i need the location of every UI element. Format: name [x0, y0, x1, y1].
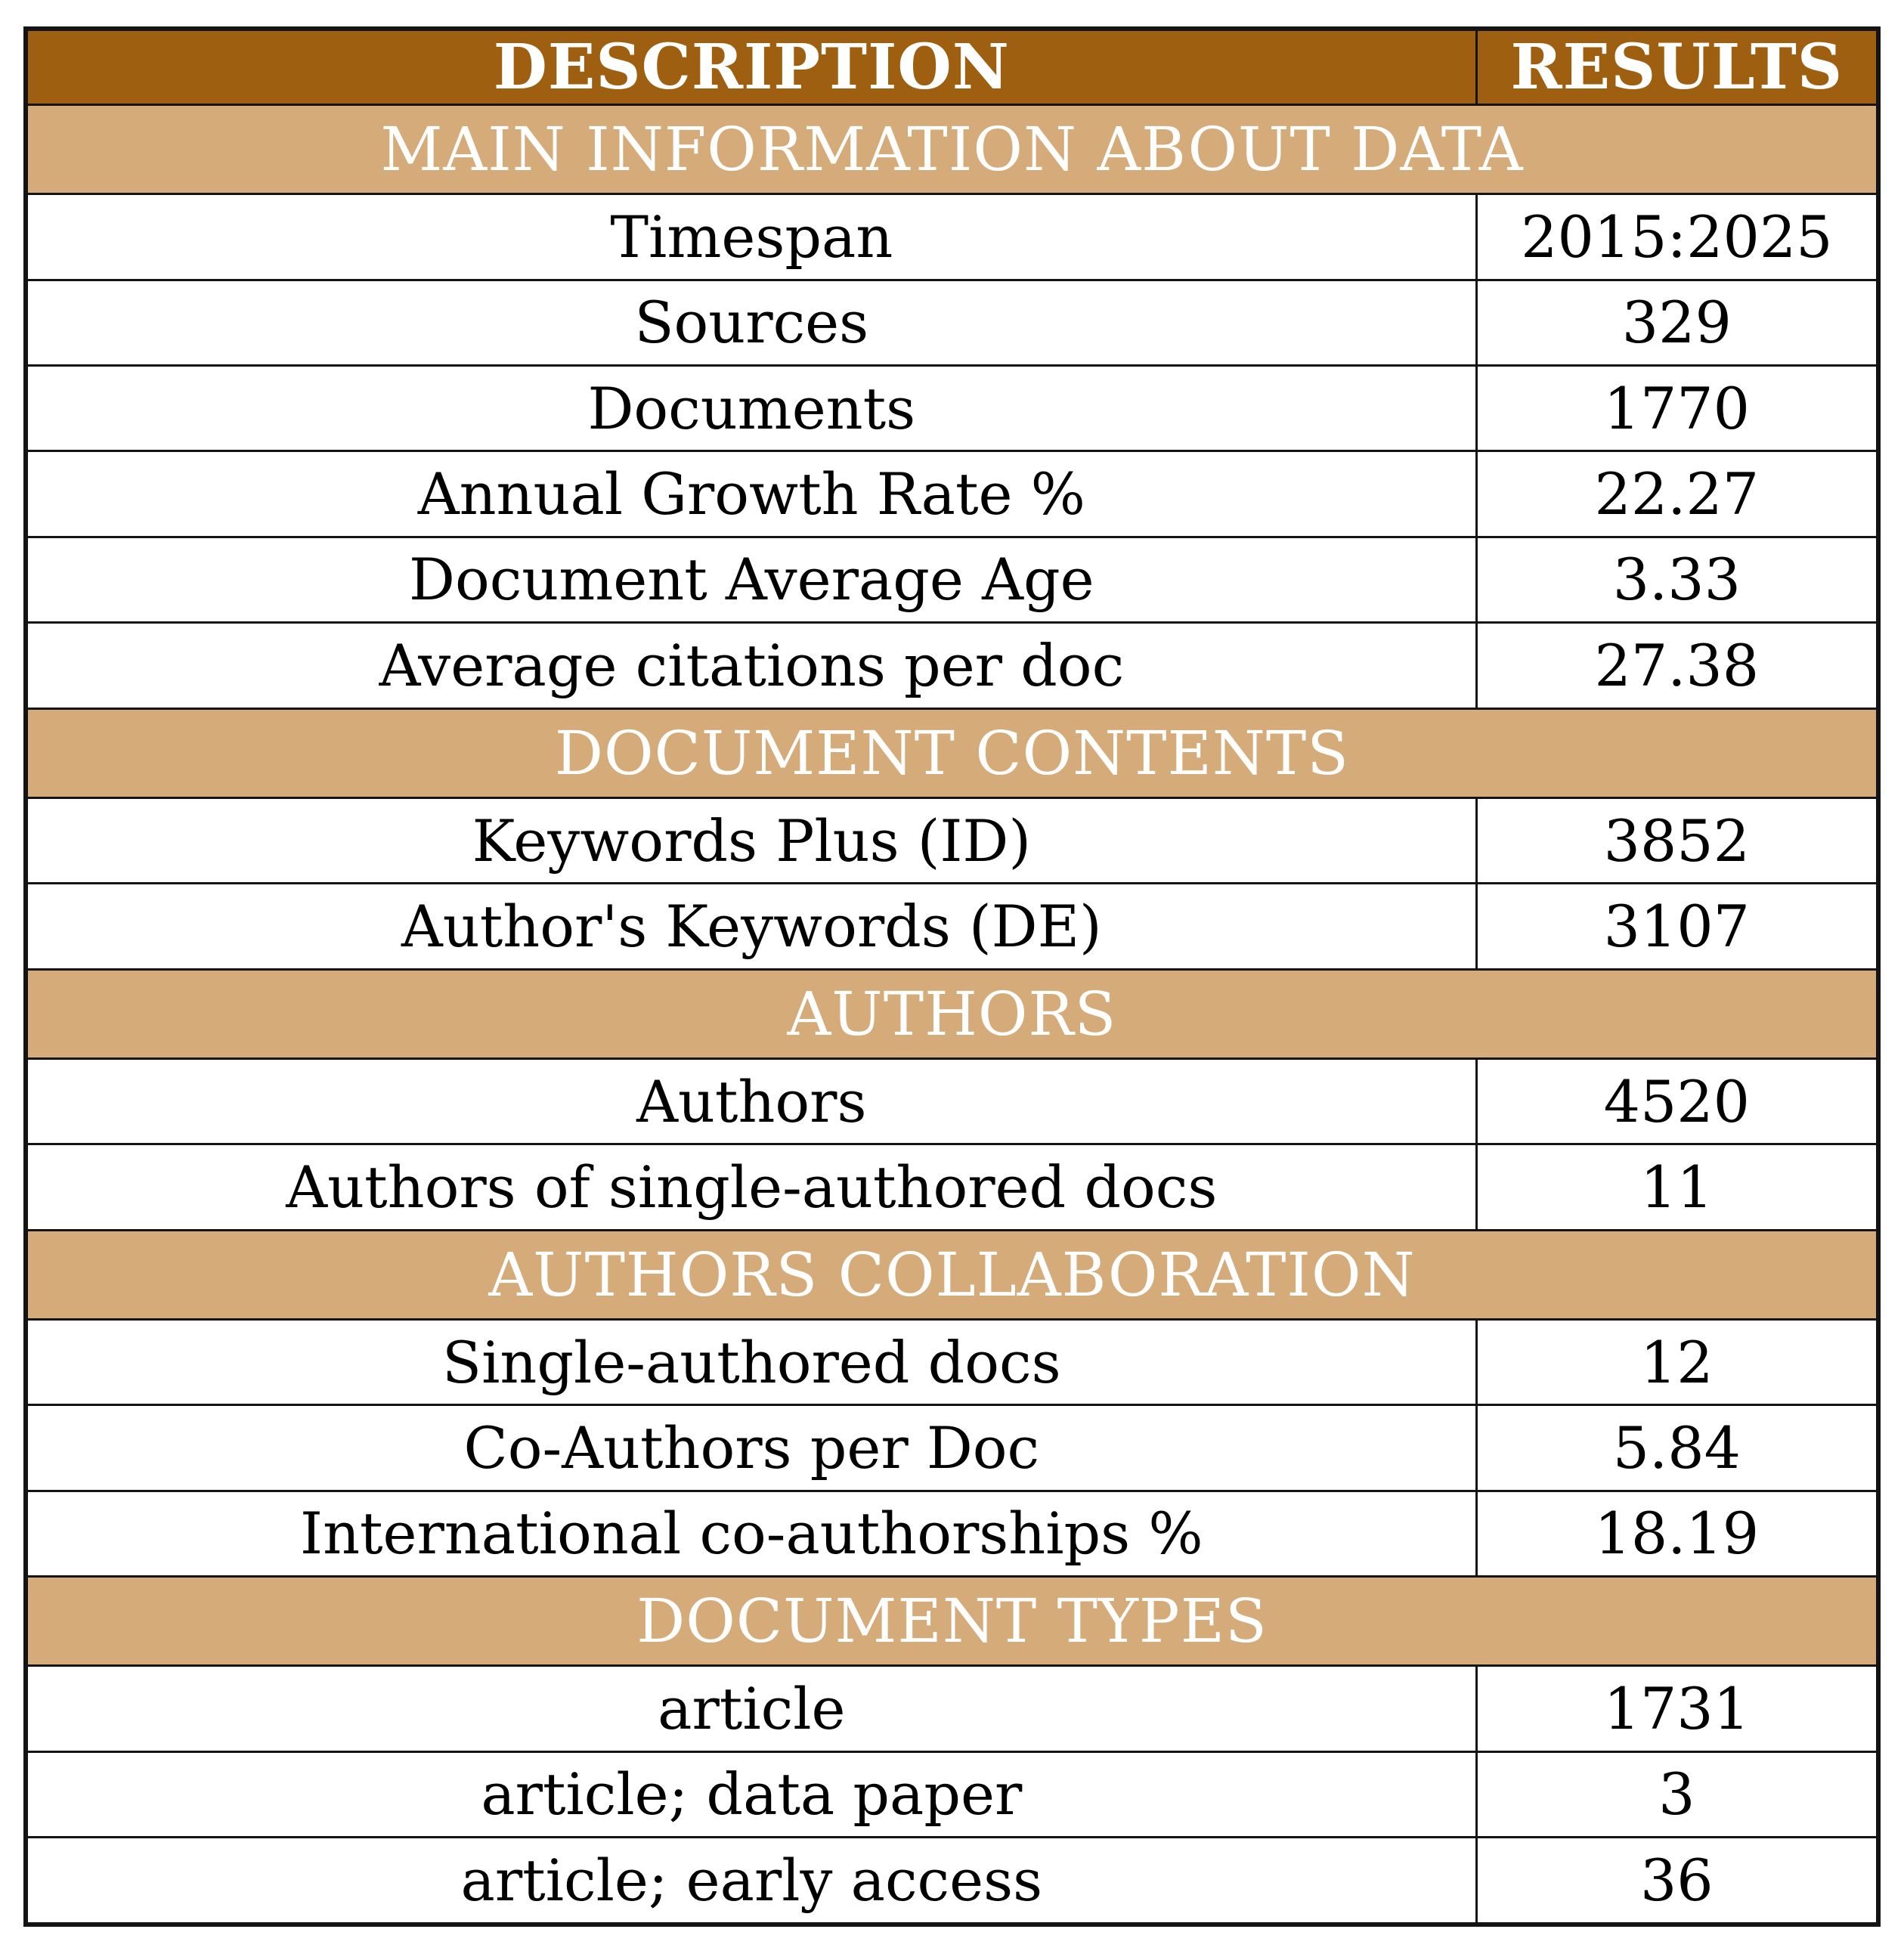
table-row: [26, 1144, 1878, 1230]
column-header-results: RESULTS: [1476, 29, 1878, 105]
table-row: [26, 280, 1878, 365]
section-header-row: [26, 105, 1878, 194]
results-cell: 329: [1476, 280, 1878, 365]
table-row: [26, 1838, 1878, 1924]
table-row: [26, 1491, 1878, 1576]
section-title-document-types: DOCUMENT TYPES: [26, 1577, 1878, 1666]
description-cell: Documents: [26, 366, 1476, 451]
results-cell: 3107: [1476, 884, 1878, 969]
description-cell: International co-authorships %: [26, 1491, 1476, 1576]
results-cell: 1731: [1476, 1666, 1878, 1751]
description-cell: Single-authored docs: [26, 1319, 1476, 1404]
table-row: [26, 1058, 1878, 1144]
table-row: [26, 623, 1878, 708]
results-cell: 3852: [1476, 797, 1878, 883]
table-row: [26, 884, 1878, 969]
results-cell: 22.27: [1476, 451, 1878, 537]
results-cell: 5.84: [1476, 1405, 1878, 1491]
description-cell: Annual Growth Rate %: [26, 451, 1476, 537]
section-title-authors-collaboration: AUTHORS COLLABORATION: [26, 1230, 1878, 1319]
summary-table-container: [23, 26, 1881, 1927]
results-cell: 11: [1476, 1144, 1878, 1230]
results-cell: 27.38: [1476, 623, 1878, 708]
description-cell: Co-Authors per Doc: [26, 1405, 1476, 1491]
bibliometric-summary-table: [23, 26, 1881, 1927]
section-header-row: [26, 708, 1878, 797]
table-row: [26, 797, 1878, 883]
description-cell: Author's Keywords (DE): [26, 884, 1476, 969]
section-header-row: [26, 1230, 1878, 1319]
description-cell: Sources: [26, 280, 1476, 365]
column-header-row: [26, 29, 1878, 105]
description-cell: Document Average Age: [26, 537, 1476, 622]
table-row: [26, 1751, 1878, 1837]
table-row: [26, 1405, 1878, 1491]
description-cell: Authors of single-authored docs: [26, 1144, 1476, 1230]
section-title-authors: AUTHORS: [26, 969, 1878, 1058]
table-row: [26, 1319, 1878, 1404]
description-cell: article; early access: [26, 1838, 1476, 1924]
description-cell: article; data paper: [26, 1751, 1476, 1837]
description-cell: Authors: [26, 1058, 1476, 1144]
column-header-description: DESCRIPTION: [26, 29, 1476, 105]
description-cell: Keywords Plus (ID): [26, 797, 1476, 883]
section-title-main-information: MAIN INFORMATION ABOUT DATA: [26, 105, 1878, 194]
results-cell: 18.19: [1476, 1491, 1878, 1576]
results-cell: 36: [1476, 1838, 1878, 1924]
description-cell: Timespan: [26, 194, 1476, 280]
description-cell: article: [26, 1666, 1476, 1751]
results-cell: 1770: [1476, 366, 1878, 451]
section-header-row: [26, 1577, 1878, 1666]
table-row: [26, 451, 1878, 537]
results-cell: 2015:2025: [1476, 194, 1878, 280]
results-cell: 12: [1476, 1319, 1878, 1404]
table-row: [26, 537, 1878, 622]
section-title-document-contents: DOCUMENT CONTENTS: [26, 708, 1878, 797]
results-cell: 3.33: [1476, 537, 1878, 622]
description-cell: Average citations per doc: [26, 623, 1476, 708]
table-row: [26, 366, 1878, 451]
results-cell: 4520: [1476, 1058, 1878, 1144]
table-row: [26, 1666, 1878, 1751]
results-cell: 3: [1476, 1751, 1878, 1837]
table-row: [26, 194, 1878, 280]
section-header-row: [26, 969, 1878, 1058]
